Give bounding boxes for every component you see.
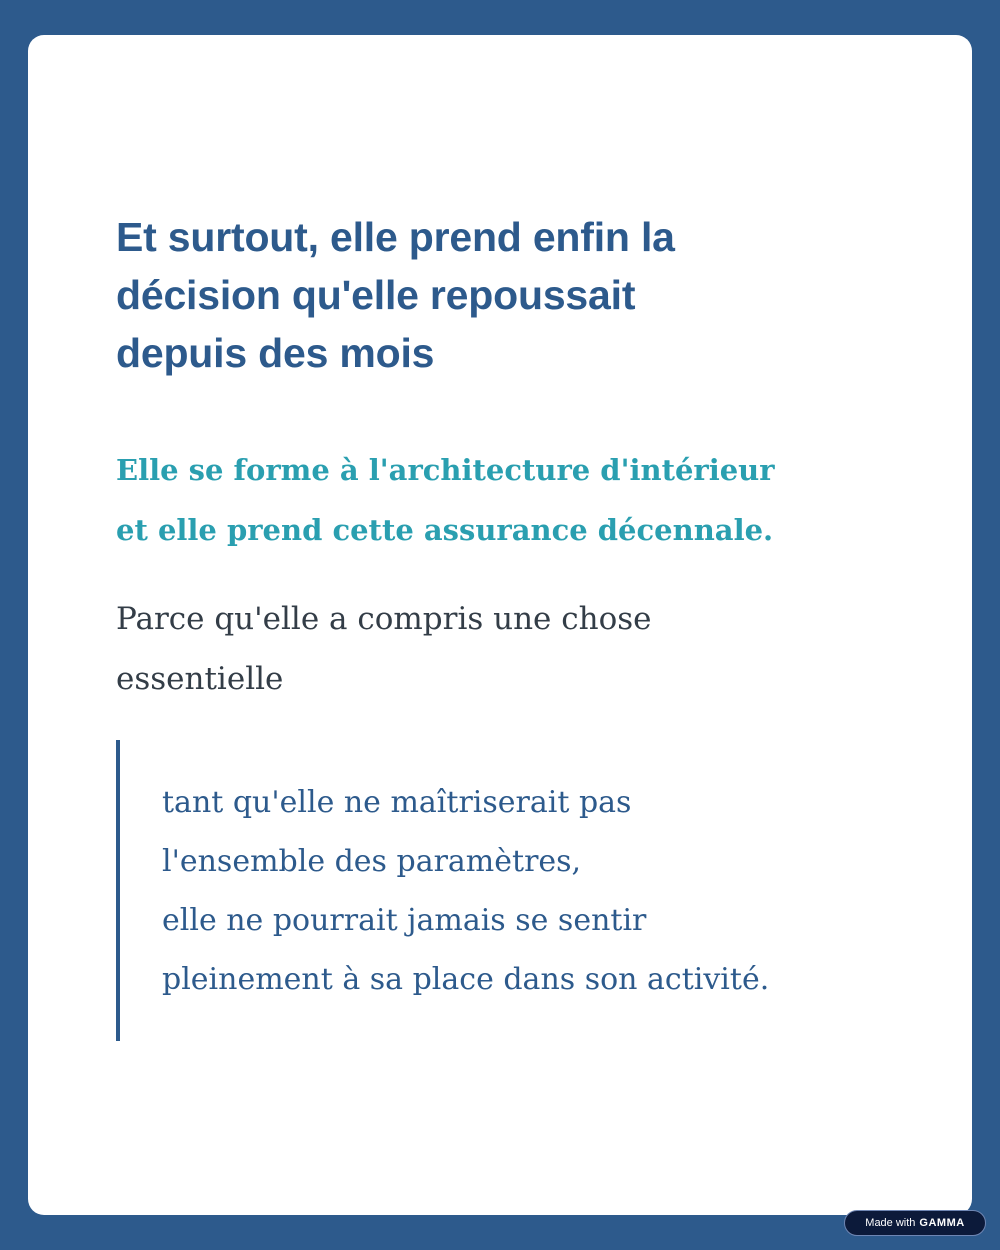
quote-line: elle ne pourrait jamais se sentir — [162, 903, 647, 938]
gamma-logo: GAMMA — [919, 1217, 965, 1229]
page-title — [116, 208, 876, 382]
blockquote-bar — [116, 740, 120, 1041]
quote-line: pleinement à sa place dans son activité. — [162, 962, 770, 997]
body-line: essentielle — [116, 661, 284, 697]
quote-line: l'ensemble des paramètres, — [162, 844, 582, 879]
title-line: depuis des mois — [116, 330, 435, 376]
highlight-line: Elle se forme à l'architecture d'intérieur — [116, 453, 775, 487]
title-line: Et surtout, elle prend enfin la — [116, 214, 675, 260]
title-line: décision qu'elle repoussait — [116, 272, 636, 318]
highlight-line: et elle prend cette assurance décennale. — [116, 513, 774, 547]
blockquote — [162, 773, 922, 1009]
body-line: Parce qu'elle a compris une chose — [116, 601, 652, 637]
made-with-gamma-badge[interactable] — [844, 1210, 986, 1236]
highlight-paragraph — [116, 440, 916, 560]
quote-line: tant qu'elle ne maîtriserait pas — [162, 785, 632, 820]
badge-label: Made with — [865, 1217, 916, 1229]
body-paragraph — [116, 589, 876, 709]
